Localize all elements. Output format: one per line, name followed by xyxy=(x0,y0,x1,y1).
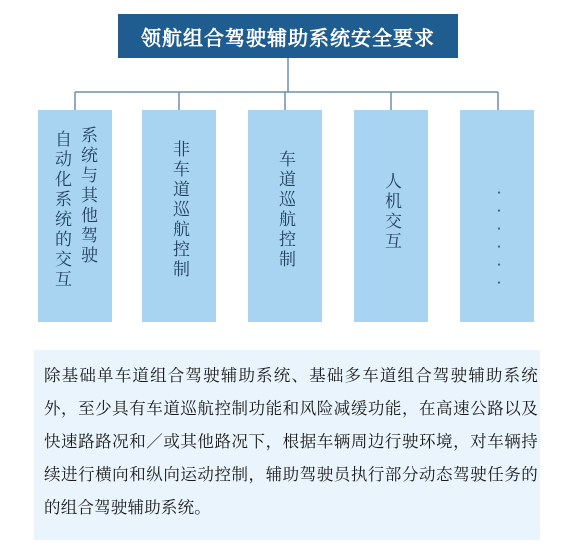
description-text: 除基础单车道组合驾驶辅助系统、基础多车道组合驾驶辅助系统外，至少具有车道巡航控制功能和风险减缓功能，在高速公路以及快速路路况和／或其他路况下，根据车辆周边行驶环境，对车辆持续进行横向和纵向运动控制，辅助驾驶员执行部分动态驾驶任务的的组合驾驶辅助系统。 xyxy=(44,366,538,517)
column-box-ellipsis xyxy=(460,110,534,322)
column-text-line-1: 自动化系统的交互 xyxy=(51,130,71,290)
column-box-lane-cruise xyxy=(248,110,322,322)
column-text: 车道巡航控制 xyxy=(275,150,295,270)
column-text-line-2: 系统与其他驾驶 xyxy=(77,126,97,266)
ellipsis-text: ······ xyxy=(490,184,508,292)
diagram-title: 领航组合驾驶辅助系统安全要求 xyxy=(141,25,435,50)
column-text: 非车道巡航控制 xyxy=(169,140,189,280)
column-box-hmi xyxy=(354,110,428,322)
description-box xyxy=(34,350,540,540)
column-text: 人机交互 xyxy=(381,172,401,252)
column-box-non-lane-cruise xyxy=(142,110,216,322)
column-box-system-interaction xyxy=(38,110,112,322)
